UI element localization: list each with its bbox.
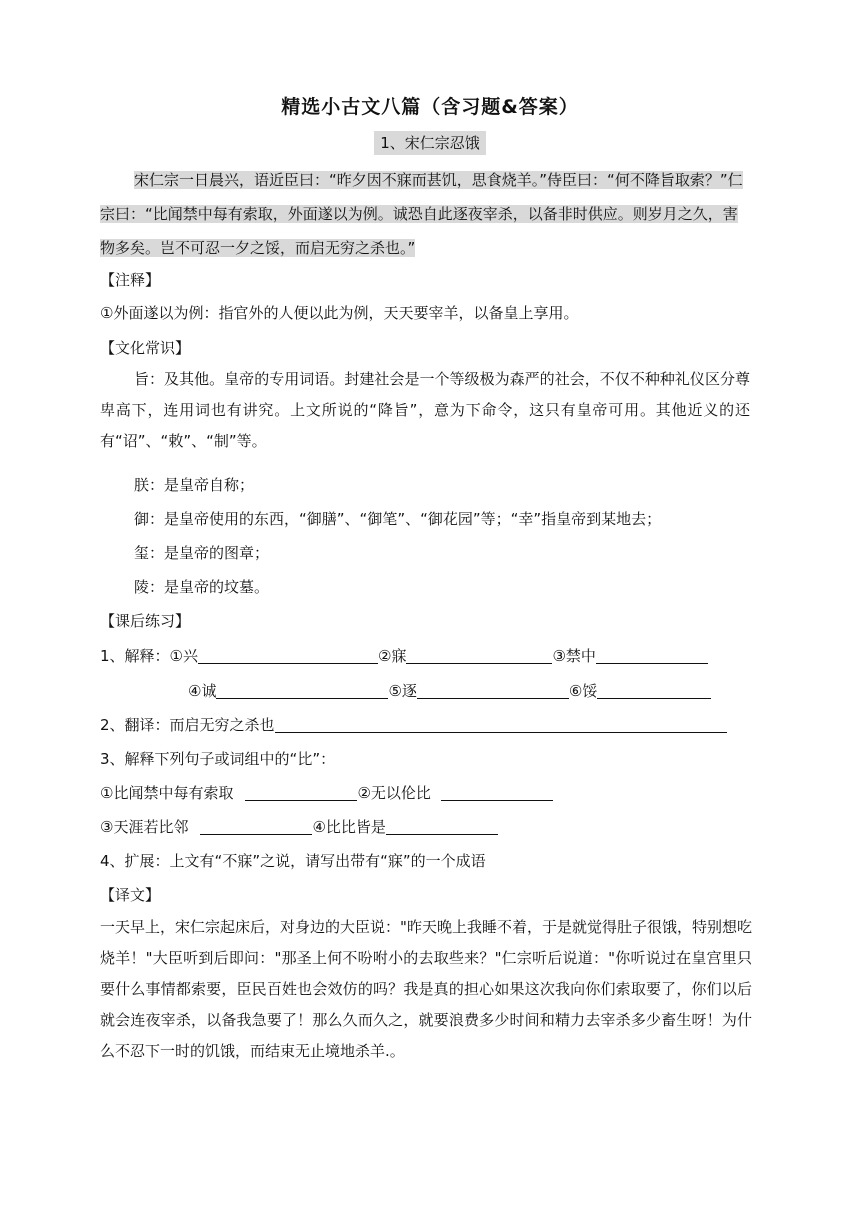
q1-item: ⑤逐 — [388, 682, 417, 700]
translation-text: 一天早上，宋仁宗起床后，对身边的大臣说："昨天晚上我睡不着，于是就觉得肚子很饿，特别想吃烧羊！"大臣听到后即问："那圣上何不吩咐小的去取些来？"仁宗听后说道："你听说过在皇宫里只要什么事情都索要，臣民百姓也会效仿的吗？我是真的担心如果这次我向你们索取要了，你们以后就会连夜宰杀，以备我急要了！那么久而久之，就要浪费多少时间和精力去宰杀多少畜生呀！为什么不忍下一时的饥饿，而结束无止境地杀羊.。 — [100, 918, 752, 1060]
section-title-text: 1、宋仁宗忍饿 — [374, 131, 486, 155]
culture-paragraph: 旨：及其他。皇帝的专用词语。封建社会是一个等级极为森严的社会，不仅不种种礼仪区分尊卑高下，连用词也有讲究。上文所说的“降旨”，意为下命令，这只有皇帝可用。其他近义的还有“诏”、“敕”、“制”等。 — [100, 370, 750, 450]
passage-text: 宋仁宗一日晨兴，语近臣曰：“昨夕因不寐而甚饥，思食烧羊。”侍臣曰：“何不降旨取索？”仁宗曰：“比闻禁中每有索取，外面遂以为例。诚恐自此逐夜宰杀，以备非时供应。则岁月之久，害物多矣。岂不可忍一夕之馁，而启无穷之杀也。” — [100, 171, 743, 257]
culture-item: 陵：是皇帝的坟墓。 — [134, 578, 270, 596]
answer-blank[interactable] — [216, 682, 388, 699]
question-4: 4、扩展：上文有“不寐”之说，请写出带有“寐”的一个成语 — [100, 852, 486, 870]
culture-item: 朕：是皇帝自称； — [134, 476, 255, 494]
answer-blank[interactable] — [597, 682, 711, 699]
question-3: 3、解释下列句子或词组中的“比”： — [100, 750, 336, 768]
q3-item: ②无以伦比 — [357, 784, 431, 802]
culture-item: 玺：是皇帝的图章； — [134, 544, 270, 562]
section-title — [0, 132, 860, 153]
answer-blank[interactable] — [417, 682, 569, 699]
answer-blank[interactable] — [198, 647, 378, 664]
classical-passage — [100, 163, 750, 265]
culture-heading: 【文化常识】 — [100, 339, 191, 357]
question-1-label: 1、解释： — [100, 647, 170, 665]
exercise-heading: 【课后练习】 — [100, 612, 191, 630]
answer-blank[interactable] — [386, 818, 498, 835]
translation-heading: 【译文】 — [100, 886, 161, 904]
question-1-row-2 — [188, 680, 711, 701]
answer-blank[interactable] — [200, 818, 312, 835]
q3-item: ①比闻禁中每有索取 — [100, 784, 234, 802]
answer-blank[interactable] — [406, 647, 552, 664]
q3-item: ④比比皆是 — [312, 818, 386, 836]
document-title: 精选小古文八篇（含习题&答案） — [281, 96, 579, 118]
question-1-row-1 — [100, 645, 708, 666]
answer-blank[interactable] — [596, 647, 708, 664]
notes-heading: 【注释】 — [100, 271, 161, 289]
note-item: ①外面遂以为例：指官外的人便以此为例，天天要宰羊，以备皇上享用。 — [100, 304, 579, 322]
answer-blank[interactable] — [275, 716, 727, 733]
question-3-row-1 — [100, 782, 553, 803]
culture-item: 御：是皇帝使用的东西，“御膳”、“御笔”、“御花园”等；“幸”指皇帝到某地去； — [134, 510, 662, 528]
question-2 — [100, 714, 727, 735]
answer-blank[interactable] — [245, 784, 357, 801]
question-3-row-2 — [100, 816, 498, 837]
q1-item: ②寐 — [378, 647, 407, 665]
q3-item: ③天涯若比邻 — [100, 818, 189, 836]
q1-item: ④诚 — [188, 682, 217, 700]
q1-item: ①兴 — [169, 647, 198, 665]
q1-item: ③禁中 — [552, 647, 596, 665]
q1-item: ⑥馁 — [568, 682, 598, 700]
answer-blank[interactable] — [441, 784, 553, 801]
question-2-text: 2、翻译：而启无穷之杀也 — [100, 716, 275, 734]
